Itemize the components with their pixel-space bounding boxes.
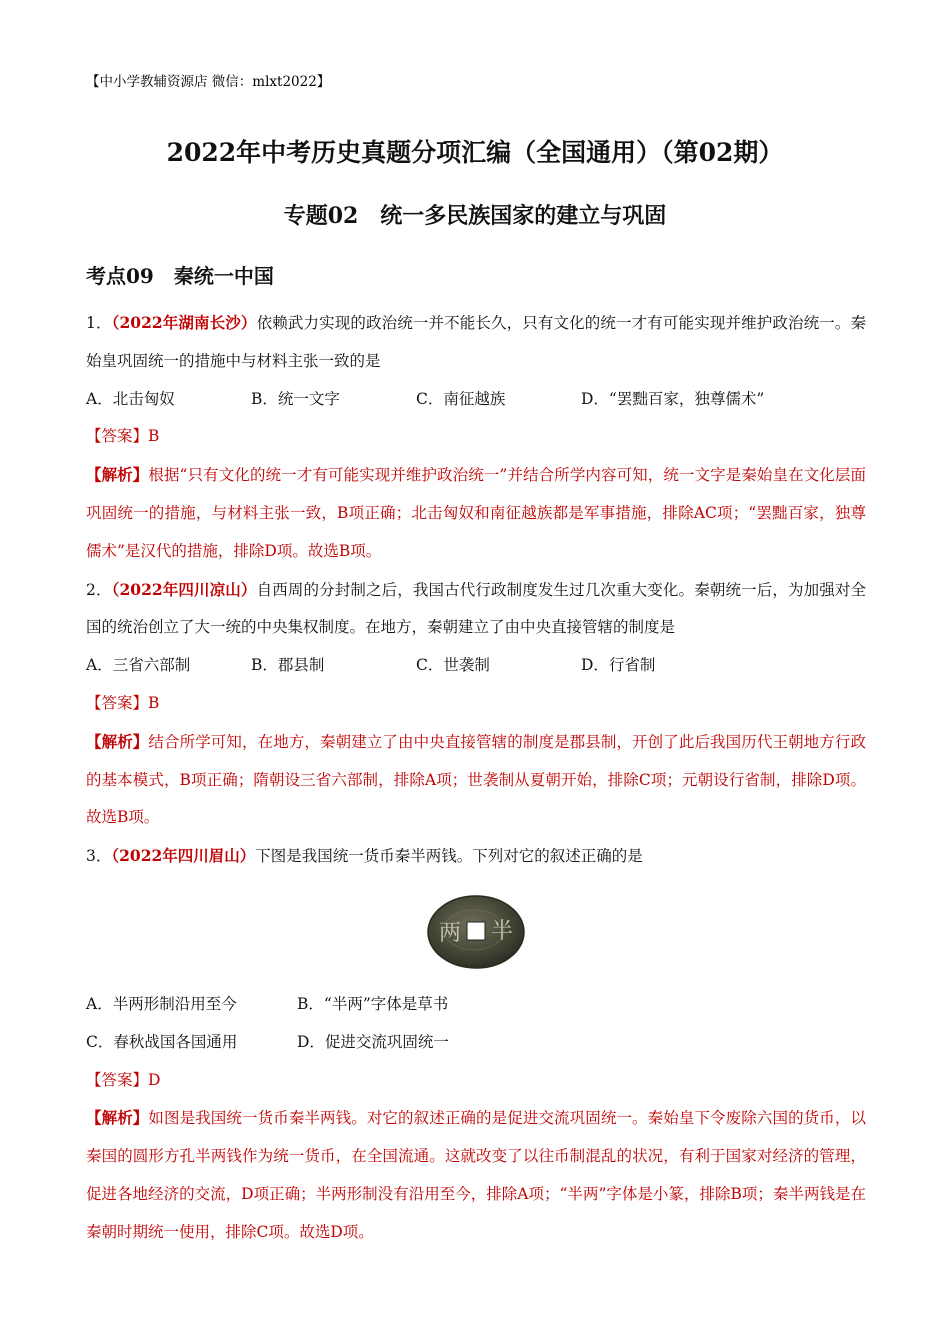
question-source: （2022年四川眉山） [111, 846, 256, 866]
question-stem [86, 571, 866, 648]
option-list [86, 647, 866, 685]
option-b: B．统一文字 [251, 389, 340, 408]
question-text: 下图是我国统一货币秦半两钱。下列对它的叙述正确的是 [255, 847, 643, 866]
question-source: （2022年四川凉山） [111, 579, 257, 599]
analysis [86, 1099, 866, 1251]
analysis-text: 根据“只有文化的统一才有可能实现并维护政治统一”并结合所学内容可知，统一文字是秦始皇在文化层面巩固统一的措施，与材料主张一致，B项正确；北击匈奴和南征越族都是军事措施，排除AC项；“罢黜百家，独尊儒术”是汉代的措施，排除D项。故选B项。 [86, 466, 866, 560]
analysis-text: 结合所学可知，在地方，秦朝建立了由中央直接管辖的制度是郡县制，开创了此后我国历代王朝地方行政的基本模式，B项正确；隋朝设三省六部制，排除A项；世袭制从夏朝开始，排除C项；元朝设行省制，排除D项。故选B项。 [86, 732, 866, 827]
question-list [86, 304, 866, 1252]
document-subtitle: 专题02 统一多民族国家的建立与巩固 [283, 203, 667, 229]
option-a: A．三省六部制 [86, 656, 191, 675]
answer: 【答案】B [86, 427, 160, 446]
question-number: 2． [86, 580, 112, 599]
question-stem [86, 837, 866, 876]
question-3 [86, 837, 866, 1251]
answer: 【答案】D [86, 1070, 161, 1089]
option-list [86, 1024, 866, 1062]
coin-char-ban: 半 [490, 918, 514, 944]
question-2 [86, 571, 866, 838]
analysis-label: 【解析】 [86, 731, 149, 751]
question-number: 1． [86, 314, 112, 332]
option-d: D．促进交流巩固统一 [297, 1032, 449, 1051]
option-list [86, 986, 866, 1024]
option-c: C．春秋战国各国通用 [86, 1032, 238, 1051]
option-d: D．“罢黜百家，独尊儒术” [581, 389, 765, 408]
option-c: C．世袭制 [416, 656, 490, 675]
option-c: C．南征越族 [416, 389, 506, 408]
header-note: 【中小学教辅资源店 微信：mlxt2022】 [86, 74, 331, 90]
section-heading: 考点09 秦统一中国 [86, 264, 274, 288]
option-list [86, 381, 866, 419]
question-1 [86, 304, 866, 571]
question-source: （2022年湖南长沙） [111, 313, 257, 332]
analysis-label: 【解析】 [86, 465, 149, 485]
analysis-text: 如图是我国统一货币秦半两钱。对它的叙述正确的是促进交流巩固统一。秦始皇下令废除六国的货币，以秦国的圆形方孔半两钱作为统一货币，在全国流通。这就改变了以往币制混乱的状况，有利于国家对经济的管理，促进各地经济的交流，D项正确；半两形制没有沿用至今，排除A项；“半两”字体是小篆，排除B项；秦半两钱是在秦朝时期统一使用，排除C项。故选D项。 [86, 1109, 866, 1241]
option-d: D．行省制 [581, 656, 656, 675]
question-stem [86, 304, 866, 381]
question-number: 3． [86, 847, 112, 866]
coin-char-liang: 两 [438, 920, 462, 946]
option-a: A．半两形制沿用至今 [86, 994, 237, 1013]
option-a: A．北击匈奴 [86, 389, 175, 408]
analysis [86, 456, 866, 570]
option-b: B．郡县制 [251, 656, 325, 675]
analysis [86, 723, 866, 837]
answer: 【答案】B [86, 693, 160, 712]
option-b: B．“半两”字体是草书 [297, 994, 449, 1013]
question-text: 自西周的分封制之后，我国古代行政制度发生过几次重大变化。秦朝统一后，为加强对全国的统治创立了大一统的中央集权制度。在地方，秦朝建立了由中央直接管辖的制度是 [86, 580, 866, 637]
document-title: 2022年中考历史真题分项汇编（全国通用）（第02期） [166, 138, 784, 167]
banliang-coin-image [426, 894, 526, 970]
question-text: 依赖武力实现的政治统一并不能长久，只有文化的统一才有可能实现并维护政治统一。秦始皇巩固统一的措施中与材料主张一致的是 [86, 314, 866, 370]
coin-figure [86, 876, 866, 986]
analysis-label: 【解析】 [86, 1108, 149, 1128]
